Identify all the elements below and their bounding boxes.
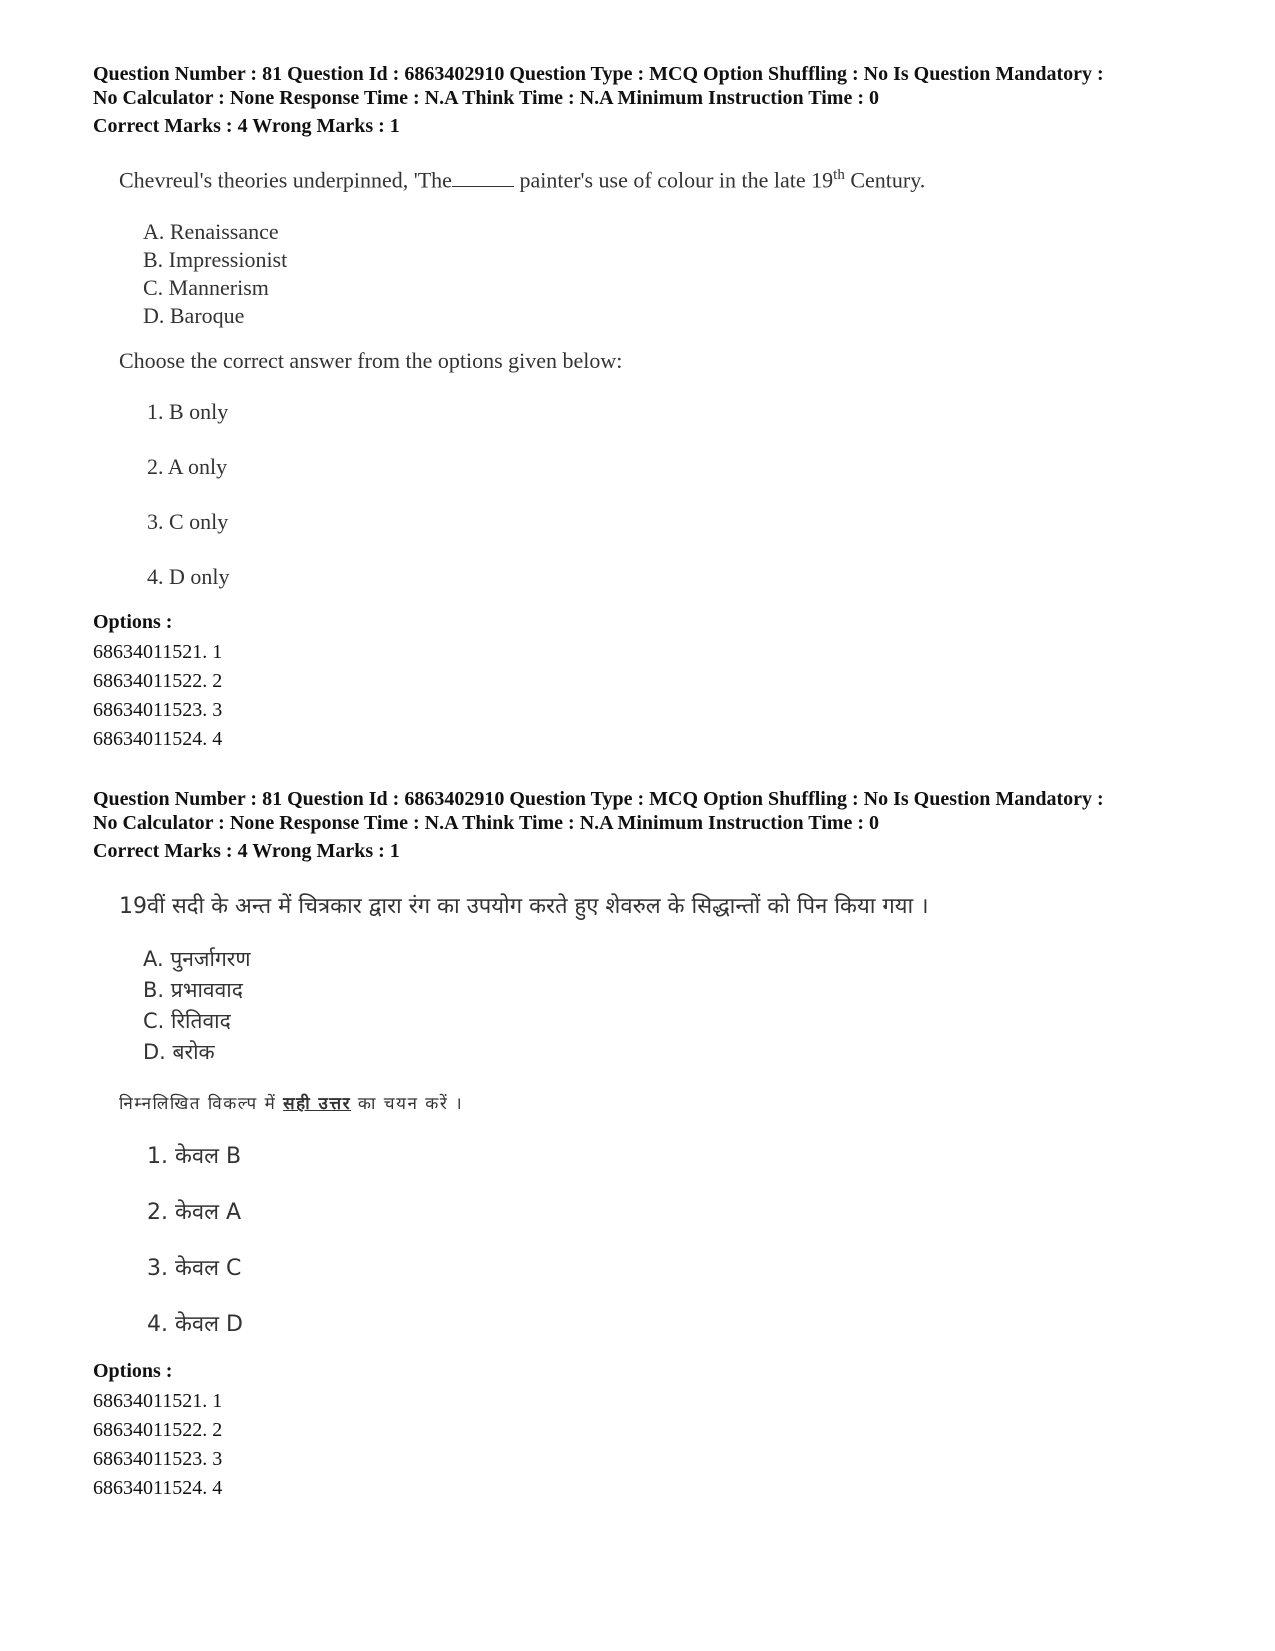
answer-item: 3. C only [147,509,229,534]
answer-item: 3. केवल C [147,1256,242,1281]
option-id: 68634011523. 3 [93,1448,223,1470]
options-list [93,638,222,754]
answer-item: 4. केवल D [147,1312,243,1337]
emphasis-correct-answer: सही उत्तर [283,1094,352,1114]
choice-item: A. Renaissance [143,219,279,244]
question-header-1 [93,62,1213,138]
answer-item: 4. D only [147,564,230,589]
choice-list [143,218,287,330]
question-meta-line: Question Number : 81 Question Id : 6863402910 Question Type : MCQ Option Shuffling : No Is Question Mandatory : [93,788,1104,810]
option-id: 68634011524. 4 [93,1477,223,1499]
question-meta-line: Question Number : 81 Question Id : 6863402910 Question Type : MCQ Option Shuffling : No Is Question Mandatory : [93,63,1104,85]
question-meta-line: No Calculator : None Response Time : N.A Think Time : N.A Minimum Instruction Time : 0 [93,812,879,834]
option-id: 68634011523. 3 [93,699,223,721]
marks-line: Correct Marks : 4 Wrong Marks : 1 [93,115,400,137]
option-id: 68634011524. 4 [93,728,223,750]
choice-item: D. बरोक [143,1040,215,1064]
option-id: 68634011522. 2 [93,670,223,692]
answer-item: 2. A only [147,454,228,479]
marks-line: Correct Marks : 4 Wrong Marks : 1 [93,840,400,862]
question-meta-line: No Calculator : None Response Time : N.A Think Time : N.A Minimum Instruction Time : 0 [93,87,879,109]
choice-list-hindi [143,944,251,1068]
fill-blank [452,168,514,187]
choice-item: B. Impressionist [143,247,288,272]
question-header-2 [93,787,1213,863]
answer-list-hindi [147,1140,243,1364]
question-text: Chevreul's theories underpinned, 'The painter's use of colour in the late 19th Century. [119,167,926,193]
answer-item: 2. केवल A [147,1200,242,1225]
instruction-text-hindi: निम्नलिखित विकल्प में सही उत्तर का चयन करें । [119,1094,464,1114]
question-text-hindi: 19वीं सदी के अन्त में चित्रकार द्वारा रंग का उपयोग करते हुए शेवरुल के सिद्धान्तों को पिन किया गया । [119,894,929,919]
options-title: Options : [93,611,173,633]
answer-item: 1. B only [147,399,229,424]
option-id: 68634011522. 2 [93,1419,223,1441]
option-id: 68634011521. 1 [93,641,223,663]
options-title: Options : [93,1360,173,1382]
instruction-text: Choose the correct answer from the options given below: [119,348,623,373]
choice-item: D. Baroque [143,303,245,328]
option-id: 68634011521. 1 [93,1390,223,1412]
choice-item: C. रितिवाद [143,1009,231,1033]
choice-item: B. प्रभाववाद [143,978,243,1002]
choice-item: C. Mannerism [143,275,269,300]
answer-item: 1. केवल B [147,1144,242,1169]
answer-list [147,399,230,619]
choice-item: A. पुनर्जागरण [143,947,251,971]
options-list [93,1387,222,1503]
